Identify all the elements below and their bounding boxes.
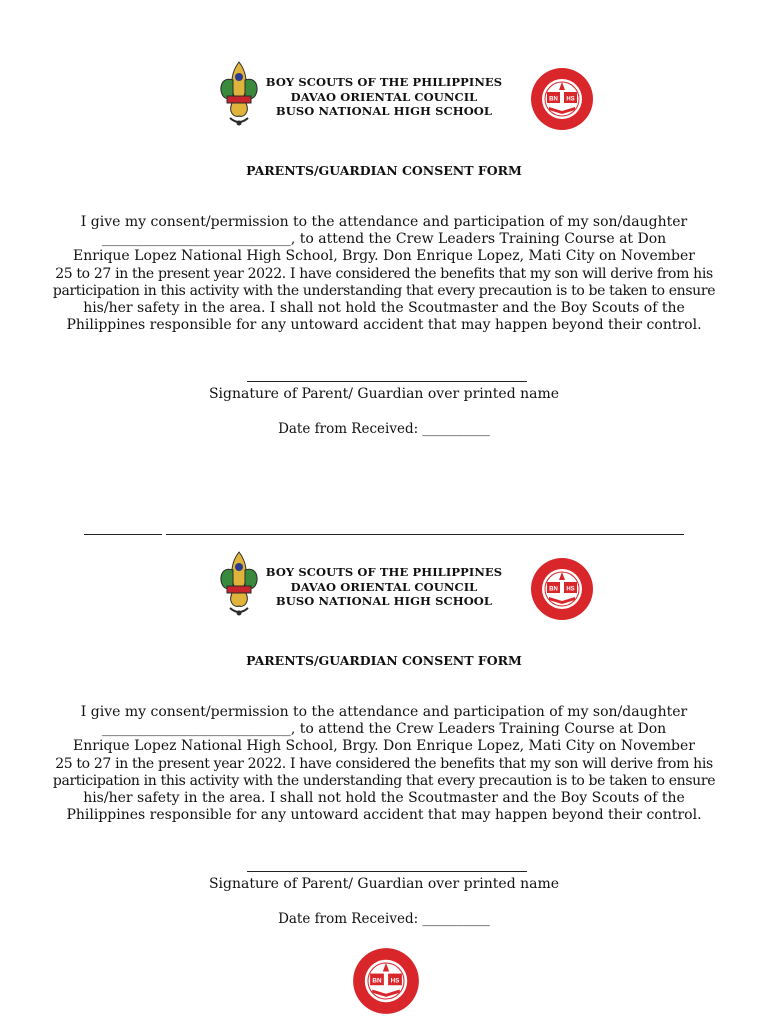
signature-line: [247, 871, 527, 872]
school-seal-logo: [351, 946, 421, 1016]
date-received-label: Date from Received: __________: [278, 421, 490, 437]
paragraph-line: participation in this activity with the understanding that every precaution is to be taken to ensure: [52, 282, 716, 299]
seal-right-letters: HS: [566, 586, 575, 593]
organization-header: [264, 565, 504, 609]
paragraph-line: participation in this activity with the understanding that every precaution is to be taken to ensure: [52, 772, 716, 789]
paragraph-line: I give my consent/permission to the attendance and participation of my son/daughter: [80, 704, 688, 720]
paragraph-line: ___________________________, to attend the Crew Leaders Training Course at Don: [101, 721, 667, 738]
seal-left-letters: BN: [372, 977, 382, 985]
header-line-1: BOY SCOUTS OF THE PHILIPPINES: [265, 565, 503, 579]
paragraph-line: ___________________________, to attend the Crew Leaders Training Course at Don: [101, 231, 667, 248]
boy-scout-fleur-de-lis-logo: [218, 550, 260, 620]
school-seal-logo: [529, 66, 595, 132]
date-received-label: Date from Received: __________: [278, 911, 490, 927]
paragraph-line: Enrique Lopez National High School, Brgy. Don Enrique Lopez, Mati City on November: [73, 738, 695, 755]
signature-caption: Signature of Parent/ Guardian over printed name: [208, 876, 560, 892]
signature-line: [247, 381, 527, 382]
seal-left-letters: BN: [549, 96, 558, 103]
paragraph-line: I give my consent/permission to the attendance and participation of my son/daughter: [80, 214, 688, 230]
header-line-2: DAVAO ORIENTAL COUNCIL: [290, 579, 478, 594]
seal-right-letters: HS: [566, 96, 575, 103]
seal-right-letters: HS: [390, 977, 400, 985]
paragraph-line: 25 to 27 in the present year 2022. I have considered the benefits that my son will derive from his: [55, 265, 713, 282]
paragraph-line: Philippines responsible for any untoward accident that may happen beyond their control.: [66, 807, 702, 824]
header-line-2: DAVAO ORIENTAL COUNCIL: [290, 89, 478, 104]
consent-paragraph: [44, 214, 724, 334]
seal-left-letters: BN: [549, 586, 558, 593]
organization-header: [264, 75, 504, 119]
consent-form-bottom: [0, 490, 768, 970]
school-seal-logo: [529, 556, 595, 622]
consent-form-top: [0, 0, 768, 480]
form-title: PARENTS/GUARDIAN CONSENT FORM: [246, 163, 522, 178]
paragraph-line: 25 to 27 in the present year 2022. I have considered the benefits that my son will derive from his: [55, 755, 713, 772]
header-line-3: BUSO NATIONAL HIGH SCHOOL: [275, 594, 493, 608]
paragraph-line: Philippines responsible for any untoward accident that may happen beyond their control.: [66, 317, 702, 334]
boy-scout-fleur-de-lis-logo: [218, 60, 260, 130]
form-title: PARENTS/GUARDIAN CONSENT FORM: [246, 653, 522, 668]
paragraph-line: Enrique Lopez National High School, Brgy. Don Enrique Lopez, Mati City on November: [73, 248, 695, 265]
header-line-1: BOY SCOUTS OF THE PHILIPPINES: [265, 75, 503, 89]
consent-paragraph: [44, 704, 724, 824]
header-line-3: BUSO NATIONAL HIGH SCHOOL: [275, 104, 493, 118]
paragraph-line: his/her safety in the area. I shall not hold the Scoutmaster and the Boy Scouts of the: [83, 300, 685, 317]
paragraph-line: his/her safety in the area. I shall not hold the Scoutmaster and the Boy Scouts of the: [83, 790, 685, 807]
signature-caption: Signature of Parent/ Guardian over printed name: [208, 386, 560, 402]
